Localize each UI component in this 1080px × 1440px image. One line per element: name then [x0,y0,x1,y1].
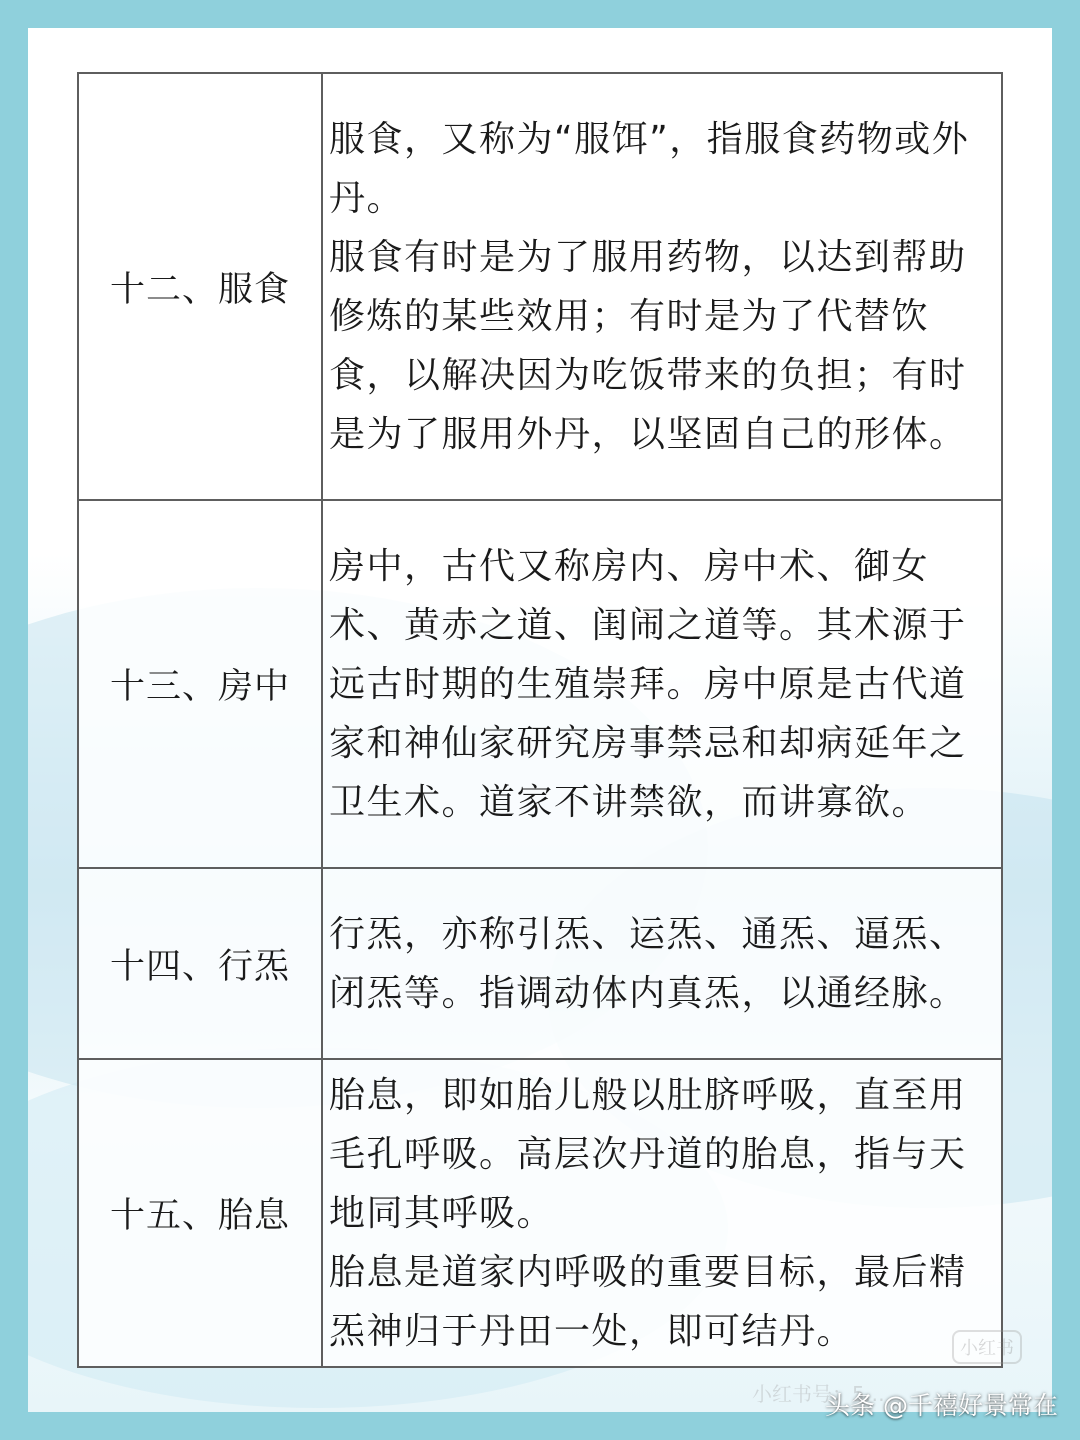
row-content [322,73,1002,500]
watermark-id: 小红书号：5… [752,1382,885,1406]
row-paragraph: 服食有时是为了服用药物，以达到帮助修炼的某些效用；有时是为了代替饮食，以解决因为吃饭带来的负担；有时是为了服用外丹，以坚固自己的形体。 [329,236,967,455]
row-paragraph: 房中，古代又称房内、房中术、御女术、黄赤之道、闺闹之道等。其术源于远古时期的生殖崇拜。房中原是古代道家和神仙家研究房事禁忌和却病延年之卫生术。道家不讲禁欲，而讲寡欲。 [329,545,967,823]
table-row [78,868,1002,1059]
row-content [322,500,1002,868]
row-paragraph: 服食，又称为“服饵”，指服食药物或外丹。 [329,118,970,219]
row-paragraph: 胎息是道家内呼吸的重要目标，最后精炁神归于丹田一处，即可结丹。 [329,1251,967,1352]
footer-credit: 头条 @千禧好景常在 [825,1391,1058,1420]
row-label: 十三、房中 [78,500,322,868]
content-table [77,72,1003,1368]
row-paragraph: 行炁，亦称引炁、运炁、通炁、逼炁、闭炁等。指调动体内真炁，以通经脉。 [329,913,967,1014]
watermark-logo: 小红书 [952,1330,1022,1364]
row-paragraph: 胎息，即如胎儿般以肚脐呼吸，直至用毛孔呼吸。高层次丹道的胎息，指与天地同其呼吸。 [329,1074,967,1234]
table-row [78,500,1002,868]
row-label: 十四、行炁 [78,868,322,1059]
row-label: 十二、服食 [78,73,322,500]
table-row [78,73,1002,500]
row-label: 十五、胎息 [78,1059,322,1367]
table-row [78,1059,1002,1367]
row-content [322,1059,1002,1367]
row-content [322,868,1002,1059]
